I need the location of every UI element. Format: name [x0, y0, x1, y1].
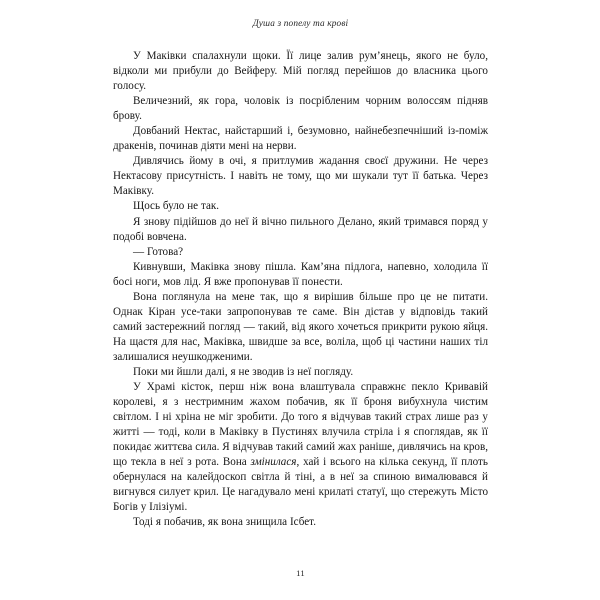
page-number: 11	[296, 568, 305, 578]
body-paragraph: Тоді я побачив, як вона знищила Ісбет.	[133, 516, 316, 529]
body-paragraph: Вона поглянула на мене так, що я вирішив більше про це не питати. Однак Кіран усе-таки запропонував те саме. Він дістав у відповідь такий самий застережний погляд — такий, від якого хочеться прикрити рукою яйця. На щастя для нас, Маківка, швидше за все, воліла, щоб ці частини наших тіл залишалися неушкодженими.	[113, 290, 488, 363]
body-paragraph: Я знову підійшов до неї й вічно пильного Делано, який тримався поряд у подобі вовчена.	[113, 215, 488, 243]
body-paragraph: У Маківки спалахнули щоки. Її лице залив рум’янець, якого не було, відколи ми прибули до Вейферу. Мій погляд перейшов до власника цього голосу.	[113, 50, 488, 93]
paragraph-text-run: У Храмі кісток, перш ніж вона влаштувала справжнє пекло Кривавій королеві, я з нестримним жахом побачив, як її броня вибухнула чистим світлом. І ні хріна не міг зробити. До того я відчував такий страх лише раз у житті — тоді, коли в Маківку в Пустинях влучила стріла і я споглядав, як її покидає життєва сила. Я відчував такий самий жах раніше, дивлячись на кров, що текла в неї з рота. Вона	[113, 381, 488, 469]
body-paragraph: Довбаний Нектас, найстарший і, безумовно, найнебезпечніший із-поміж дракенів, починав діяти мені на нерви.	[113, 125, 488, 153]
body-paragraph	[113, 380, 488, 515]
emphasis-text: змінилася	[250, 456, 297, 469]
dialogue-paragraph: — Готова?	[133, 245, 184, 258]
body-paragraph: Величезний, як гора, чоловік із посрібленим чорним волоссям підняв брову.	[113, 95, 488, 123]
running-head: Душа з попелу та крові	[252, 19, 349, 29]
paragraph-text-run: , хай і всього на кілька секунд, її плоть обернулася на калейдоскоп світла й тіні, а в неї за спиною вималювався й вигнувся силует крил. Це нагадувало мені крилаті статуї, що стережуть Місто Богів у Ілізіумі.	[113, 456, 488, 514]
body-text-block	[113, 49, 488, 531]
body-paragraph: Дивлячись йому в очі, я притлумив жадання своєї дружини. Не через Нектасову присутність. І навіть не тому, що ми шукали тут її батька. Через Маківку.	[113, 155, 488, 198]
body-paragraph: Поки ми йшли далі, я не зводив із неї погляду.	[133, 365, 354, 378]
body-paragraph: Щось було не так.	[133, 200, 220, 213]
body-paragraph: Кивнувши, Маківка знову пішла. Кам’яна підлога, напевно, холодила її босі ноги, мов лід. Я вже пропонував її понести.	[113, 260, 488, 288]
